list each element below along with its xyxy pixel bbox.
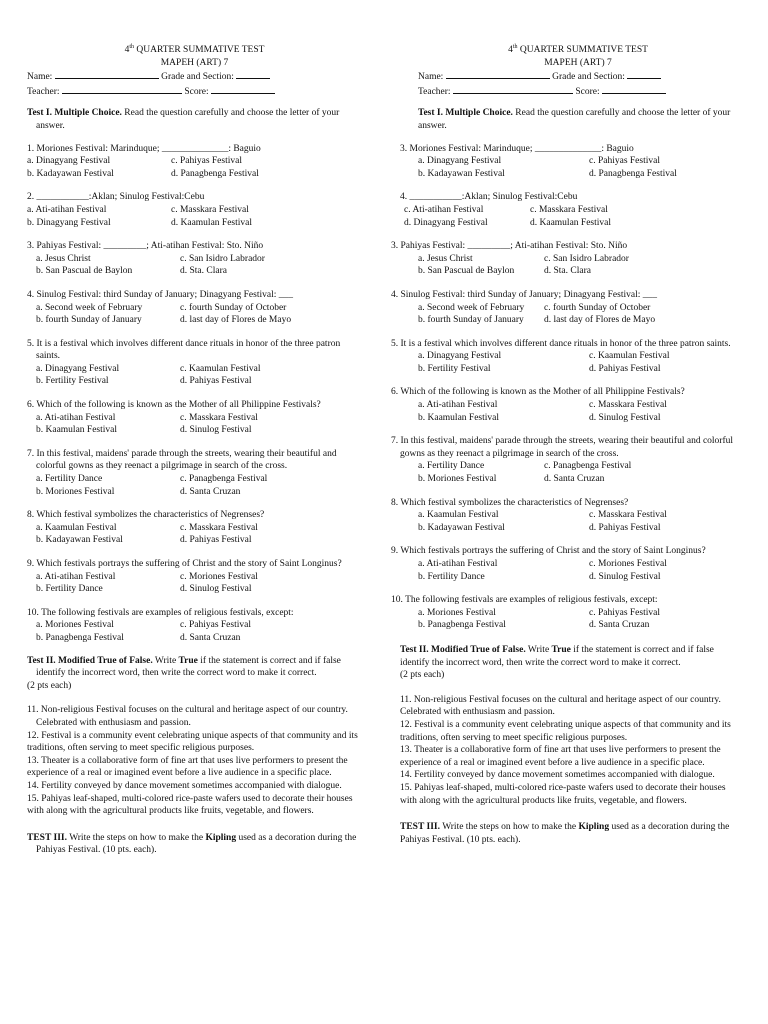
question-item [391, 191, 741, 229]
question-number: 5. [27, 338, 35, 349]
question-item [27, 509, 362, 547]
answer-choice[interactable]: c. fourth Sunday of October [180, 302, 287, 313]
score-blank[interactable] [602, 84, 666, 94]
answer-choice[interactable]: d. Sinulog Festival [180, 584, 252, 595]
question-item [391, 240, 741, 278]
answer-choice[interactable]: c. Masskara Festival [589, 510, 667, 521]
answer-choice[interactable]: b. Kadayawan Festival [418, 522, 505, 533]
question-number: 9. [27, 559, 35, 569]
answer-choice[interactable]: d. Santa Cruzan [544, 474, 605, 485]
question-number: 10. [391, 595, 403, 606]
answer-choice[interactable]: c. Kaamulan Festival [180, 363, 261, 374]
answer-choice[interactable]: d. Kaamulan Festival [530, 217, 611, 228]
answer-choice[interactable]: a. Dinagyang Festival [36, 363, 120, 374]
answer-choice[interactable]: a. Second week of February [36, 302, 143, 313]
answer-choice[interactable]: b. Panagbenga Festival [418, 620, 506, 631]
question-prompt: ___________:Aklan; Sinulog Festival:Cebu [409, 192, 578, 203]
answer-options [27, 253, 362, 278]
answer-choice[interactable]: b. Moriones Festival [418, 474, 497, 485]
question-item [391, 497, 741, 535]
answer-choice[interactable]: d. last day of Flores de Mayo [180, 315, 292, 326]
answer-choice[interactable]: d. Dinagyang Festival [404, 217, 488, 228]
subject-title: MAPEH (ART) 7 [160, 57, 229, 68]
test3-instruction: TEST III. Write the steps on how to make the Kipling used as a decoration during the Pahiyas Festival. (10 pts. each). [400, 822, 730, 845]
question-item [27, 191, 362, 229]
answer-choice[interactable]: c. Moriones Festival [180, 571, 258, 582]
tf-item: 11. Non-religious Festival focuses on the cultural and heritage aspect of our country. Celebrated with enthusiasm and passion. [400, 694, 721, 718]
answer-choice[interactable]: b. fourth Sunday of January [36, 315, 142, 326]
answer-choice[interactable]: d. Santa Cruzan [180, 486, 241, 497]
question-prompt: The following festivals are examples of religious festivals, except: [405, 595, 658, 606]
answer-choice[interactable]: c. Masskara Festival [589, 400, 667, 411]
teacher-score-line: Teacher: Score: [27, 84, 362, 99]
answer-options [27, 155, 362, 180]
grade-blank[interactable] [627, 69, 661, 79]
question-number: 5. [391, 338, 399, 349]
question-text [27, 240, 362, 253]
answer-options [27, 619, 362, 644]
question-item [27, 143, 362, 181]
question-number: 8. [27, 510, 35, 521]
question-text [27, 338, 362, 363]
answer-choice[interactable]: a. Dinagyang Festival [27, 156, 111, 167]
answer-options [391, 607, 741, 632]
question-text [27, 448, 362, 473]
answer-options [27, 522, 362, 547]
question-prompt: Which festivals portrays the suffering of Christ and the story of Saint Longinus? [36, 559, 342, 569]
answer-choice[interactable]: b. Fertility Dance [418, 571, 485, 582]
question-item [391, 338, 741, 376]
question-prompt: ___________:Aklan; Sinulog Festival:Cebu [36, 192, 205, 203]
question-number: 9. [391, 546, 399, 557]
question-text [391, 338, 741, 351]
answer-choice[interactable]: a. Ati-atihan Festival [36, 412, 116, 423]
tf-item: 14. Fertility conveyed by dance movement sometimes accompanied with dialogue. [400, 770, 715, 781]
question-prompt: Sinulog Festival: third Sunday of January; Dinagyang Festival: ___ [400, 289, 657, 300]
question-text [27, 509, 362, 522]
question-number: 2. [27, 192, 35, 203]
tf-item: 15. Pahiyas leaf-shaped, multi-colored rice-paste wafers used to decorate their houses with along with the agricultural products like fruits, vegetable, and flowers. [27, 793, 353, 817]
teacher-blank[interactable] [62, 84, 182, 94]
answer-choice[interactable]: d. Sta. Clara [180, 266, 227, 277]
question-prompt: The following festivals are examples of religious festivals, except: [41, 607, 294, 618]
name-grade-line: Name: Grade and Section: [27, 69, 362, 84]
answer-choice[interactable]: c. San Isidro Labrador [544, 253, 629, 264]
answer-choice[interactable]: d. Sinulog Festival [180, 425, 252, 436]
answer-choice[interactable]: a. Moriones Festival [36, 620, 114, 631]
answer-choice[interactable]: a. Moriones Festival [418, 607, 496, 618]
question-text [27, 607, 362, 620]
answer-choice[interactable]: a. Fertility Dance [36, 474, 103, 485]
answer-options [391, 350, 741, 375]
answer-choice[interactable]: b. Fertility Festival [36, 376, 109, 387]
answer-choice[interactable]: a. Ati-atihan Festival [36, 571, 116, 582]
test2-items [400, 694, 741, 807]
question-number: 1. [27, 143, 35, 154]
question-number: 10. [27, 607, 39, 618]
answer-choice[interactable]: c. San Isidro Labrador [180, 253, 265, 264]
name-blank[interactable] [55, 69, 159, 79]
question-text [391, 545, 741, 558]
question-text [27, 143, 362, 156]
answer-choice[interactable]: b. Kadayawan Festival [418, 168, 505, 179]
answer-choice[interactable]: a. Jesus Christ [418, 253, 473, 264]
left-column [27, 44, 362, 857]
score-blank[interactable] [211, 84, 275, 94]
question-number: 8. [391, 497, 399, 508]
answer-choice[interactable]: a. Ati-atihan Festival [418, 400, 498, 411]
answer-options [27, 204, 362, 229]
question-prompt: Moriones Festival: Marinduque; ______________: Baguio [36, 143, 261, 154]
right-question-list [391, 143, 741, 632]
answer-choice[interactable]: d. Panagbenga Festival [171, 168, 259, 179]
question-item [27, 338, 362, 388]
answer-choice[interactable]: b. Dinagyang Festival [27, 217, 111, 228]
question-text [27, 399, 362, 412]
question-text [391, 435, 741, 460]
answer-choice[interactable]: c. Masskara Festival [530, 204, 608, 215]
answer-choice[interactable]: d. last day of Flores de Mayo [544, 315, 656, 326]
answer-choice[interactable]: c. Masskara Festival [171, 204, 249, 215]
answer-choice[interactable]: b. fourth Sunday of January [418, 315, 524, 326]
answer-choice[interactable]: d. Pahiyas Festival [180, 535, 252, 546]
question-prompt: It is a festival which involves different dance rituals in honor of the three patron saints. [36, 338, 341, 362]
answer-choice[interactable]: c. Pahiyas Festival [180, 620, 251, 631]
test1-instruction: Test I. Multiple Choice. Read the question carefully and choose the letter of your answer. [418, 108, 731, 131]
answer-choice[interactable]: c. Masskara Festival [180, 522, 258, 533]
question-text [27, 191, 362, 204]
question-text [391, 497, 741, 510]
answer-choice[interactable]: b. Kaamulan Festival [36, 425, 117, 436]
test2-instruction: Test II. Modified True of False. Write True if the statement is correct and if false identify the incorrect word, then write the correct word to make it correct. (2 pts each) [400, 644, 714, 681]
question-text [391, 143, 741, 156]
tf-item: 12. Festival is a community event celebrating unique aspects of that community and its traditions, often serving to meet specific religious purposes. [400, 719, 731, 743]
answer-choice[interactable]: a. Dinagyang Festival [418, 351, 502, 362]
answer-choice[interactable]: a. Ati-atihan Festival [27, 204, 107, 215]
answer-choice[interactable]: d. Sta. Clara [544, 266, 591, 277]
answer-choice[interactable]: c. Panagbenga Festival [544, 461, 632, 472]
question-number: 3. [391, 241, 399, 252]
question-prompt: Which festival symbolizes the characteristics of Negrenses? [36, 510, 265, 521]
question-number: 7. [391, 436, 399, 447]
question-prompt: It is a festival which involves different dance rituals in honor of the three patron saints. [400, 338, 731, 349]
test1-instruction: Test I. Multiple Choice. Read the question carefully and choose the letter of your answer. [27, 108, 340, 131]
answer-choice[interactable]: d. Pahiyas Festival [589, 522, 661, 533]
tf-item: 13. Theater is a collaborative form of fine art that uses live performers to present the experience of a real or imagined event before a live audience in a specific place. [27, 755, 348, 779]
question-prompt: Which festival symbolizes the characteristics of Negrenses? [400, 497, 629, 508]
tf-item: 13. Theater is a collaborative form of fine art that uses live performers to present the experience of a real or imagined event before a live audience in a specific place. [400, 745, 721, 768]
answer-choice[interactable]: b. Kadayawan Festival [36, 535, 123, 546]
answer-options [391, 558, 741, 583]
answer-choice[interactable]: d. Sinulog Festival [589, 412, 661, 423]
answer-choice[interactable]: b. Panagbenga Festival [36, 632, 124, 643]
answer-choice[interactable]: b. Kaamulan Festival [418, 412, 499, 423]
answer-choice[interactable]: c. Pahiyas Festival [589, 156, 660, 167]
answer-choice[interactable]: d. Sinulog Festival [589, 571, 661, 582]
question-text [391, 191, 741, 204]
question-prompt: Pahiyas Festival: _________; Ati-atihan Festival: Sto. Niño [36, 241, 264, 252]
answer-options [391, 460, 741, 485]
question-prompt: Sinulog Festival: third Sunday of January; Dinagyang Festival: ___ [36, 289, 293, 300]
question-text [391, 386, 741, 399]
answer-choice[interactable]: c. Moriones Festival [589, 559, 667, 569]
question-number: 7. [27, 448, 35, 459]
answer-choice[interactable]: d. Kaamulan Festival [171, 217, 252, 228]
answer-choice[interactable]: b. Moriones Festival [36, 486, 115, 497]
question-number: 4. [400, 192, 408, 203]
question-number: 4. [27, 289, 35, 300]
question-text [391, 240, 741, 253]
answer-choice[interactable]: c. Masskara Festival [180, 412, 258, 423]
question-text [391, 289, 741, 302]
answer-choice[interactable]: a. Dinagyang Festival [418, 156, 502, 167]
question-item [27, 399, 362, 437]
right-column [391, 44, 741, 846]
question-item [391, 143, 741, 181]
answer-choice[interactable]: c. fourth Sunday of October [544, 302, 651, 313]
answer-options [391, 253, 741, 278]
question-item [391, 289, 741, 327]
question-number: 3. [400, 143, 408, 154]
question-text [27, 289, 362, 302]
answer-choice[interactable]: b. San Pascual de Baylon [418, 266, 515, 277]
name-grade-line: Name: Grade and Section: [418, 69, 741, 84]
question-item [391, 594, 741, 632]
answer-choice[interactable]: a. Fertility Dance [418, 461, 485, 472]
answer-options [391, 155, 741, 180]
teacher-blank[interactable] [453, 84, 573, 94]
test2-items [27, 704, 362, 817]
teacher-score-line: Teacher: Score: [418, 84, 741, 99]
answer-choice[interactable]: b. Kadayawan Festival [27, 168, 114, 179]
answer-options [391, 399, 741, 424]
question-prompt: Which of the following is known as the Mother of all Philippine Festivals? [36, 400, 321, 411]
answer-choice[interactable]: a. Second week of February [418, 302, 525, 313]
question-item [27, 448, 362, 498]
question-prompt: In this festival, maidens' parade through the streets, wearing their beautiful and colorful gowns as they reenact a pilgrimage in search of the cross. [36, 448, 337, 472]
question-prompt: Pahiyas Festival: _________; Ati-atihan Festival: Sto. Niño [400, 241, 628, 252]
answer-choice[interactable]: c. Kaamulan Festival [589, 351, 670, 362]
subject-title: MAPEH (ART) 7 [544, 57, 612, 68]
answer-choice[interactable]: d. Santa Cruzan [589, 620, 650, 631]
answer-choice[interactable]: d. Pahiyas Festival [180, 376, 252, 387]
test3-instruction: TEST III. Write the steps on how to make the Kipling used as a decoration during the Pahiyas Festival. (10 pts. each). [27, 832, 357, 856]
answer-options [391, 509, 741, 534]
question-number: 4. [391, 289, 399, 300]
answer-options [27, 363, 362, 388]
answer-choice[interactable]: b. San Pascual de Baylon [36, 266, 133, 277]
answer-choice[interactable]: a. Kaamulan Festival [418, 510, 499, 521]
answer-choice[interactable]: a. Kaamulan Festival [36, 522, 117, 533]
question-number: 6. [27, 400, 35, 411]
answer-choice[interactable]: c. Ati-atihan Festival [404, 204, 484, 215]
tf-item: 11. Non-religious Festival focuses on the cultural and heritage aspect of our country. Celebrated with enthusiasm and passion. [27, 705, 348, 728]
question-item [27, 607, 362, 645]
tf-item: 12. Festival is a community event celebrating unique aspects of that community and its traditions, often serving to meet specific religious purposes. [27, 730, 358, 754]
answer-options [391, 302, 741, 327]
question-text [27, 558, 362, 571]
question-item [391, 435, 741, 485]
answer-choice[interactable]: c. Pahiyas Festival [589, 607, 660, 618]
test-title: 4th QUARTER SUMMATIVE TEST [508, 43, 648, 55]
question-item [27, 558, 362, 596]
answer-options [27, 412, 362, 437]
question-item [27, 289, 362, 327]
grade-blank[interactable] [236, 69, 270, 79]
answer-choice[interactable]: a. Ati-atihan Festival [418, 559, 498, 569]
answer-options [391, 204, 741, 229]
answer-options [27, 571, 362, 596]
question-number: 6. [391, 387, 399, 398]
question-prompt: Moriones Festival: Marinduque; ______________: Baguio [409, 143, 634, 154]
question-number: 3. [27, 241, 35, 252]
answer-choice[interactable]: d. Santa Cruzan [180, 632, 241, 643]
answer-choice[interactable]: a. Jesus Christ [36, 253, 91, 264]
question-item [391, 386, 741, 424]
answer-options [27, 473, 362, 498]
question-item [27, 240, 362, 278]
answer-choice[interactable]: d. Panagbenga Festival [589, 168, 677, 179]
question-prompt: Which festivals portrays the suffering of Christ and the story of Saint Longinus? [400, 546, 706, 557]
question-item [391, 545, 741, 583]
test2-instruction: Test II. Modified True of False. Write True if the statement is correct and if false identify the incorrect word, then write the correct word to make it correct. (2 pts each) [27, 655, 341, 691]
test-title: 4th QUARTER SUMMATIVE TEST [124, 43, 265, 55]
left-question-list [27, 143, 362, 645]
tf-item: 14. Fertility conveyed by dance movement sometimes accompanied with dialogue. [27, 780, 342, 791]
question-text [391, 594, 741, 607]
answer-choice[interactable]: c. Pahiyas Festival [171, 156, 242, 167]
name-blank[interactable] [446, 69, 550, 79]
question-prompt: In this festival, maidens' parade through the streets, wearing their beautiful and colorful gowns as they reenact a pilgrimage in search of the cross. [400, 436, 734, 459]
answer-choice[interactable]: c. Panagbenga Festival [180, 474, 268, 485]
answer-options [27, 302, 362, 327]
question-prompt: Which of the following is known as the Mother of all Philippine Festivals? [400, 387, 685, 398]
answer-choice[interactable]: b. Fertility Festival [418, 363, 491, 374]
answer-choice[interactable]: d. Pahiyas Festival [589, 363, 661, 374]
tf-item: 15. Pahiyas leaf-shaped, multi-colored rice-paste wafers used to decorate their houses with along with the agricultural products like fruits, vegetable, and flowers. [400, 782, 726, 806]
answer-choice[interactable]: b. Fertility Dance [36, 584, 103, 595]
